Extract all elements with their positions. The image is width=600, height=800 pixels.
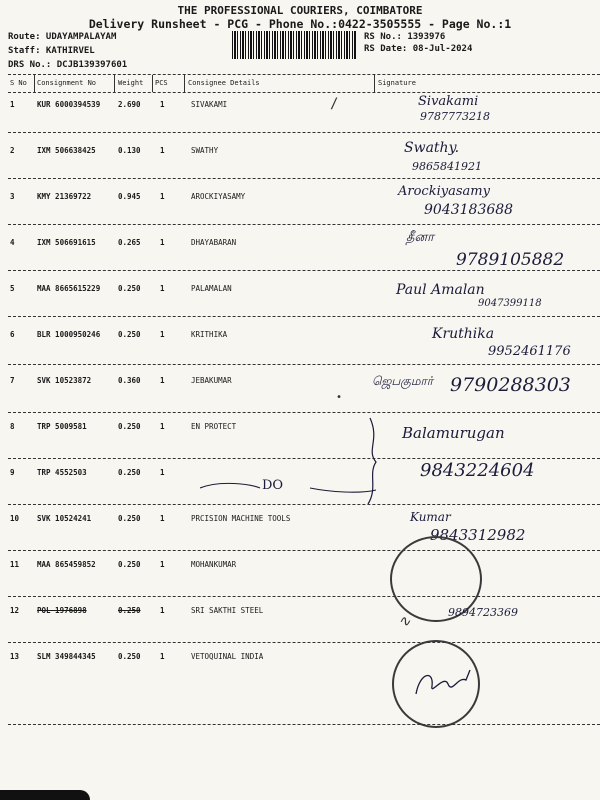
row-weight: 2.690 xyxy=(118,100,141,109)
row-divider xyxy=(8,550,600,551)
row-pcs: 1 xyxy=(160,146,165,155)
ditto-mark: DO xyxy=(262,478,284,493)
row-consignee: PRCISION MACHINE TOOLS xyxy=(191,514,291,523)
row-consignment: IXM 506638425 xyxy=(37,146,96,155)
signature-name: Balamurugan xyxy=(402,424,505,442)
signature-name: Kumar xyxy=(410,510,451,524)
row-divider xyxy=(8,504,600,505)
row-weight: 0.250 xyxy=(118,468,141,477)
row-weight: 0.945 xyxy=(118,192,141,201)
row-pcs: 1 xyxy=(160,468,165,477)
column-divider xyxy=(184,75,185,92)
row-consignment: BLR 1000950246 xyxy=(37,330,101,339)
row-consignee: EN PROTECT xyxy=(191,422,237,431)
drs-number: DRS No.: DCJB139397601 xyxy=(8,60,128,70)
signature-name: Sivakami xyxy=(418,94,479,109)
staff-label: Staff: KATHIRVEL xyxy=(8,46,95,56)
column-divider xyxy=(34,75,35,92)
scan-edge-blot xyxy=(0,790,90,800)
row-sno: 7 xyxy=(10,376,15,385)
signature-phone: 9043183688 xyxy=(424,202,514,218)
rs-number: RS No.: 1393976 xyxy=(364,32,446,42)
signature-phone: 9790288303 xyxy=(450,374,571,396)
row-weight: 0.360 xyxy=(118,376,141,385)
signature-name: தீனா xyxy=(406,230,434,245)
row-weight: 0.265 xyxy=(118,238,141,247)
row-pcs: 1 xyxy=(160,100,165,109)
row-pcs: 1 xyxy=(160,284,165,293)
row-consignee: PALAMALAN xyxy=(191,284,232,293)
row-sno: 10 xyxy=(10,514,20,523)
signature-scribble xyxy=(410,664,480,704)
row-sno: 4 xyxy=(10,238,15,247)
row-sno: 1 xyxy=(10,100,15,109)
document-title: Delivery Runsheet - PCG - Phone No.:0422-3505555 - Page No.:1 xyxy=(88,17,512,31)
row-weight: 0.250 xyxy=(118,514,141,523)
signature-scribble: ∿ xyxy=(398,612,411,630)
row-weight: 0.250 xyxy=(118,652,141,661)
row-weight: 0.250 xyxy=(118,284,141,293)
row-weight: 0.250 xyxy=(118,606,141,615)
signature-phone: 9843224604 xyxy=(420,460,535,481)
signature-name: Arockiyasamy xyxy=(398,184,490,199)
signature-phone: 9843312982 xyxy=(430,526,526,544)
header-bottom-rule xyxy=(8,92,600,93)
row-consignment: KUR 6000394539 xyxy=(37,100,101,109)
row-weight: 0.250 xyxy=(118,560,141,569)
rs-date: RS Date: 08-Jul-2024 xyxy=(364,44,473,54)
row-consignment: MAA 8665615229 xyxy=(37,284,101,293)
row-sno: 9 xyxy=(10,468,15,477)
row-consignee: MOHANKUMAR xyxy=(191,560,237,569)
signature-name: ஜெபகுமார் xyxy=(372,374,434,388)
col-header-sno: S No xyxy=(10,79,27,87)
header-top-rule xyxy=(8,74,600,75)
row-consignment: IXM 506691615 xyxy=(37,238,96,247)
company-name: THE PROFESSIONAL COURIERS, COIMBATORE xyxy=(177,4,423,17)
row-divider xyxy=(8,178,600,179)
col-header-signature: Signature xyxy=(378,79,416,87)
row-divider xyxy=(8,224,600,225)
signature-phone: 9952461176 xyxy=(488,344,571,359)
row-divider xyxy=(8,270,600,271)
row-pcs: 1 xyxy=(160,652,165,661)
col-header-weight: Weight xyxy=(118,79,144,87)
row-pcs: 1 xyxy=(160,238,165,247)
row-pcs: 1 xyxy=(160,514,165,523)
row-consignee: SWATHY xyxy=(191,146,219,155)
row-consignee: AROCKIYASAMY xyxy=(191,192,246,201)
row-consignee: VETOQUINAL INDIA xyxy=(191,652,264,661)
signature-phone: 9865841921 xyxy=(412,160,482,173)
row-sno: 6 xyxy=(10,330,15,339)
row-sno: 2 xyxy=(10,146,15,155)
barcode-image xyxy=(232,31,357,59)
signature-name: Paul Amalan xyxy=(396,282,485,298)
row-consignment: MAA 865459852 xyxy=(37,560,96,569)
row-consignee: DHAYABARAN xyxy=(191,238,237,247)
col-header-consignee: Consignee Details xyxy=(188,79,260,87)
ditto-bracket-drawing xyxy=(200,410,390,510)
row-sno: 5 xyxy=(10,284,15,293)
row-consignee: KRITHIKA xyxy=(191,330,228,339)
row-sno: 8 xyxy=(10,422,15,431)
col-header-pcs: PCS xyxy=(155,79,168,87)
signature-phone: 9894723369 xyxy=(448,606,518,619)
row-divider xyxy=(8,642,600,643)
row-consignment: TRP 5009581 xyxy=(37,422,87,431)
row-pcs: 1 xyxy=(160,606,165,615)
row-pcs: 1 xyxy=(160,422,165,431)
row-pcs: 1 xyxy=(160,560,165,569)
signature-phone: 9789105882 xyxy=(456,250,565,270)
row-divider xyxy=(8,316,600,317)
row-sno: 12 xyxy=(10,606,20,615)
row-weight: 0.250 xyxy=(118,422,141,431)
row-divider xyxy=(8,132,600,133)
row-sno: 11 xyxy=(10,560,20,569)
row-sno: 3 xyxy=(10,192,15,201)
dot-mark: • xyxy=(336,392,343,403)
row-divider xyxy=(8,364,600,365)
row-consignee: SRI SAKTHI STEEL xyxy=(191,606,264,615)
row-weight: 0.130 xyxy=(118,146,141,155)
row-consignment: POL 1976898 xyxy=(37,606,87,615)
row-sno: 13 xyxy=(10,652,20,661)
row-consignment: SLM 349844345 xyxy=(37,652,96,661)
row-divider xyxy=(8,724,600,725)
signature-name: Kruthika xyxy=(432,326,495,342)
column-divider xyxy=(374,75,375,92)
signature-phone: 9047399118 xyxy=(478,298,542,309)
row-consignment: SVK 10523872 xyxy=(37,376,92,385)
signature-phone: 9787773218 xyxy=(420,110,490,123)
row-consignment: KMY 21369722 xyxy=(37,192,92,201)
col-header-consignment: Consignment No xyxy=(37,79,97,87)
row-consignee: SIVAKAMI xyxy=(191,100,228,109)
signature-name: Swathy. xyxy=(404,140,460,156)
column-divider xyxy=(114,75,115,92)
route-label: Route: UDAYAMPALAYAM xyxy=(8,32,117,42)
row-pcs: 1 xyxy=(160,192,165,201)
row-pcs: 1 xyxy=(160,330,165,339)
row-divider xyxy=(8,596,600,597)
tick-mark: / xyxy=(330,96,339,112)
row-consignee: JEBAKUMAR xyxy=(191,376,232,385)
row-weight: 0.250 xyxy=(118,330,141,339)
row-consignment: SVK 10524241 xyxy=(37,514,92,523)
column-divider xyxy=(152,75,153,92)
row-consignment: TRP 4552503 xyxy=(37,468,87,477)
row-pcs: 1 xyxy=(160,376,165,385)
